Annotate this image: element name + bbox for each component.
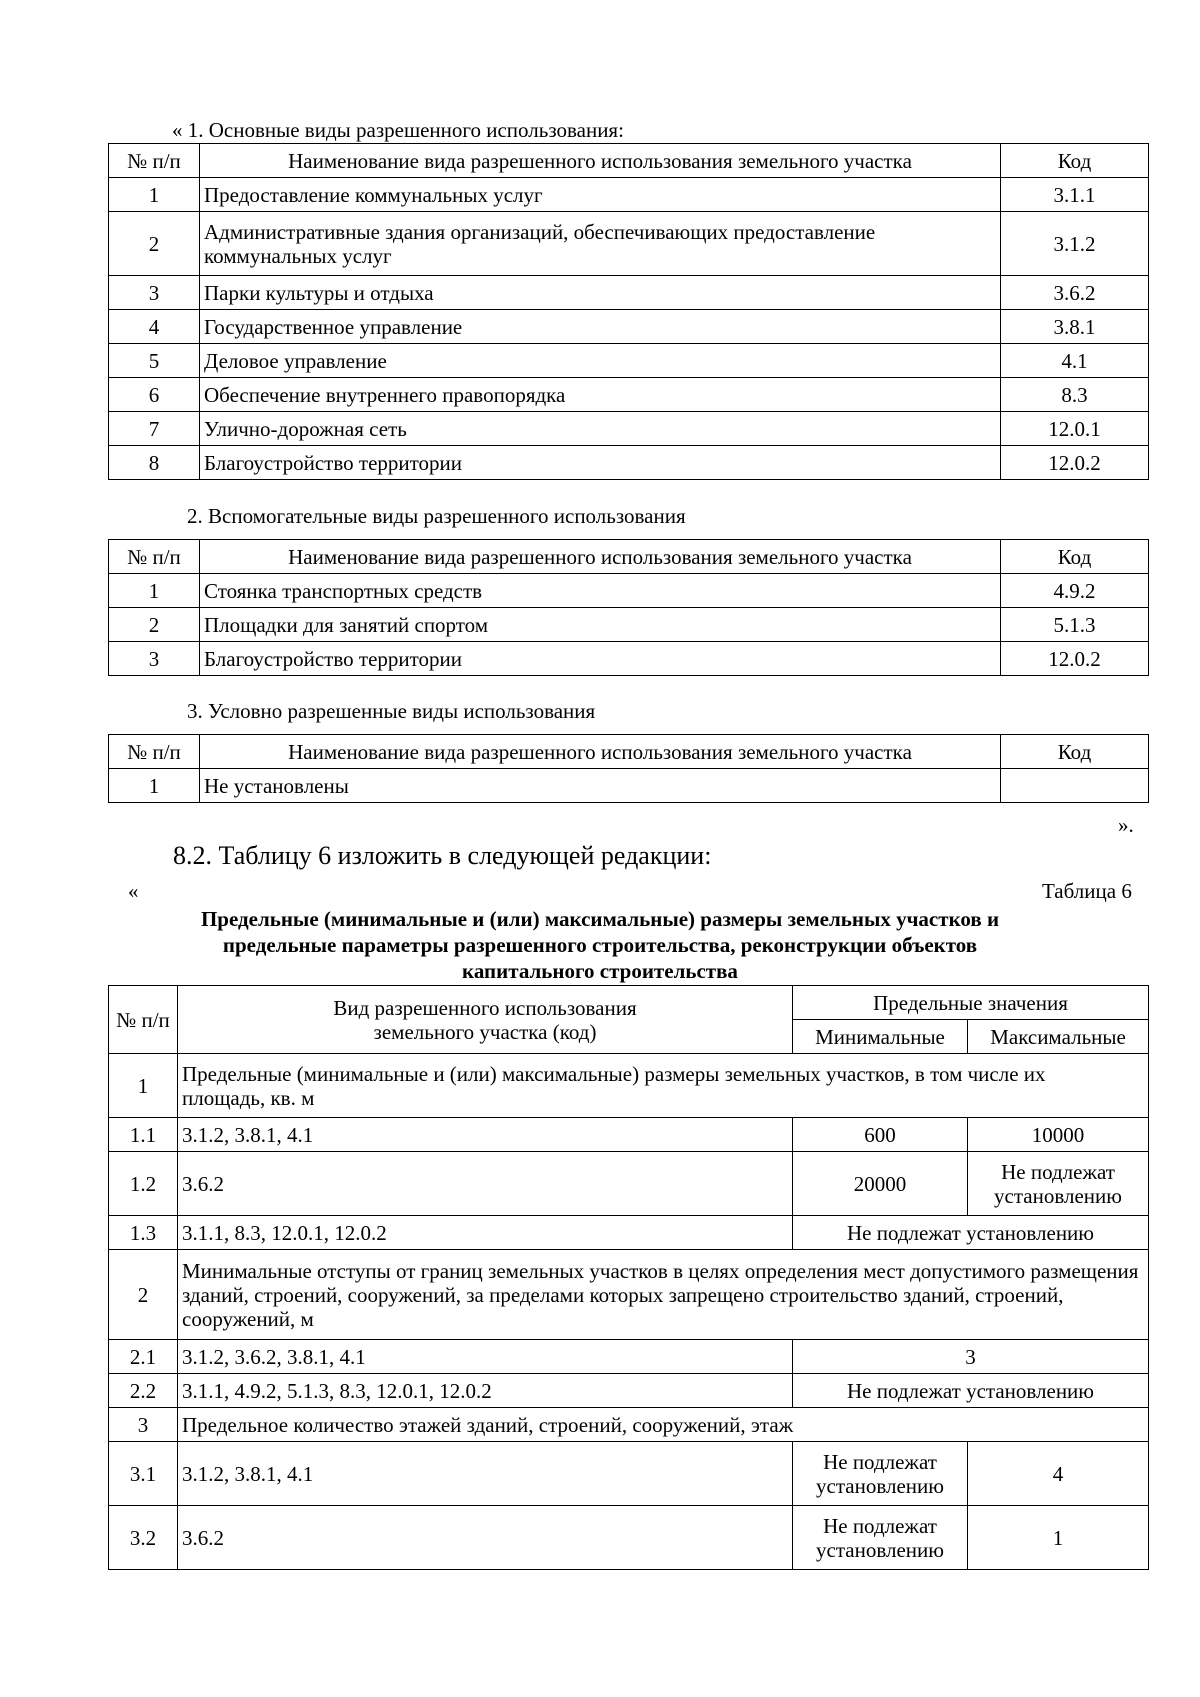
row-min: Не подлежат установлению (793, 1506, 968, 1570)
table6 (108, 985, 1149, 1570)
table-row (109, 276, 1149, 310)
row-num: 2 (109, 212, 200, 276)
table-row (109, 446, 1149, 480)
row-name: Площадки для занятий спортом (200, 608, 1001, 642)
table-row (109, 642, 1149, 676)
row-num: 3.2 (109, 1506, 178, 1570)
table-row (109, 344, 1149, 378)
row-limits: Не подлежат установлению (793, 1374, 1149, 1408)
table-header-row (109, 540, 1149, 574)
main-uses-table (108, 143, 1149, 480)
row-num: 3 (109, 1408, 178, 1442)
table-header-row (109, 144, 1149, 178)
row-num: 1 (109, 574, 200, 608)
row-codes: 3.1.2, 3.6.2, 3.8.1, 4.1 (178, 1340, 793, 1374)
table-row (109, 412, 1149, 446)
row-limits: Не подлежат установлению (793, 1216, 1149, 1250)
row-code: 5.1.3 (1001, 608, 1149, 642)
row-num: 1 (109, 769, 200, 803)
table6-header-row (109, 986, 1149, 1020)
table-header-row (109, 735, 1149, 769)
table-row (109, 608, 1149, 642)
row-num: 3 (109, 276, 200, 310)
row-num: 7 (109, 412, 200, 446)
table6-group-row (109, 1054, 1149, 1118)
header-num: № п/п (109, 540, 200, 574)
row-num: 3 (109, 642, 200, 676)
row-num: 4 (109, 310, 200, 344)
table-row (109, 769, 1149, 803)
row-num: 6 (109, 378, 200, 412)
row-code: 3.1.1 (1001, 178, 1149, 212)
table-row (109, 310, 1149, 344)
row-name: Деловое управление (200, 344, 1001, 378)
table-row (109, 1374, 1149, 1408)
group-text: Предельные (минимальные и (или) максимальные) размеры земельных участков, в том числе их площадь, кв. м (178, 1054, 1149, 1118)
header-max: Максимальные (968, 1020, 1149, 1054)
header-code: Код (1001, 144, 1149, 178)
header-name: Наименование вида разрешенного использования земельного участка (200, 735, 1001, 769)
table-row (109, 1152, 1149, 1216)
row-num: 1.3 (109, 1216, 178, 1250)
table6-title-line1: Предельные (минимальные и (или) максимальные) размеры земельных участков и (200, 907, 1000, 931)
section3-intro: 3. Условно разрешенные виды использования (187, 699, 596, 723)
closing-quote: ». (1118, 813, 1134, 837)
table-row (109, 378, 1149, 412)
header-name: Наименование вида разрешенного использования земельного участка (200, 540, 1001, 574)
row-code: 12.0.2 (1001, 446, 1149, 480)
row-max: 4 (968, 1442, 1149, 1506)
row-name: Благоустройство территории (200, 642, 1001, 676)
table-row (109, 1340, 1149, 1374)
table-row (109, 1442, 1149, 1506)
row-num: 1.1 (109, 1118, 178, 1152)
header-name: Наименование вида разрешенного использования земельного участка (200, 144, 1001, 178)
row-name: Парки культуры и отдыха (200, 276, 1001, 310)
row-name: Стоянка транспортных средств (200, 574, 1001, 608)
table-row (109, 212, 1149, 276)
table-row (109, 1506, 1149, 1570)
group-text: Минимальные отступы от границ земельных участков в целях определения мест допустимого размещения зданий, строений, сооружений, за пределами которых запрещено строительство зданий, строений, сооружений, м (178, 1250, 1149, 1340)
table-row (109, 574, 1149, 608)
row-min: Не подлежат установлению (793, 1442, 968, 1506)
row-code: 3.1.2 (1001, 212, 1149, 276)
row-min: 20000 (793, 1152, 968, 1216)
row-name: Не установлены (200, 769, 1001, 803)
row-max: 10000 (968, 1118, 1149, 1152)
row-code: 8.3 (1001, 378, 1149, 412)
header-min: Минимальные (793, 1020, 968, 1054)
header-type: Вид разрешенного использования земельного участка (код) (178, 986, 793, 1054)
amendment-heading: 8.2. Таблицу 6 изложить в следующей редакции: (173, 841, 712, 870)
row-num: 2.2 (109, 1374, 178, 1408)
row-code (1001, 769, 1149, 803)
conditional-uses-table (108, 734, 1149, 803)
row-num: 3.1 (109, 1442, 178, 1506)
row-codes: 3.1.2, 3.8.1, 4.1 (178, 1118, 793, 1152)
row-name: Улично-дорожная сеть (200, 412, 1001, 446)
row-codes: 3.1.1, 8.3, 12.0.1, 12.0.2 (178, 1216, 793, 1250)
header-num: № п/п (109, 144, 200, 178)
row-codes: 3.6.2 (178, 1152, 793, 1216)
header-num: № п/п (109, 986, 178, 1054)
row-code: 4.1 (1001, 344, 1149, 378)
section2-intro: 2. Вспомогательные виды разрешенного использования (187, 504, 686, 528)
row-max: 1 (968, 1506, 1149, 1570)
table6-group-row (109, 1408, 1149, 1442)
row-code: 12.0.1 (1001, 412, 1149, 446)
row-num: 8 (109, 446, 200, 480)
row-name: Благоустройство территории (200, 446, 1001, 480)
header-code: Код (1001, 540, 1149, 574)
header-limits: Предельные значения (793, 986, 1149, 1020)
row-name: Административные здания организаций, обеспечивающих предоставление коммунальных услуг (200, 212, 1001, 276)
table6-group-row (109, 1250, 1149, 1340)
table-row (109, 1216, 1149, 1250)
open-quote: « (128, 879, 139, 903)
row-codes: 3.1.1, 4.9.2, 5.1.3, 8.3, 12.0.1, 12.0.2 (178, 1374, 793, 1408)
header-num: № п/п (109, 735, 200, 769)
row-num: 1 (109, 1054, 178, 1118)
row-code: 3.8.1 (1001, 310, 1149, 344)
row-num: 2.1 (109, 1340, 178, 1374)
row-min: 600 (793, 1118, 968, 1152)
row-num: 2 (109, 608, 200, 642)
row-name: Обеспечение внутреннего правопорядка (200, 378, 1001, 412)
group-text: Предельное количество этажей зданий, строений, сооружений, этаж (178, 1408, 1149, 1442)
auxiliary-uses-table (108, 539, 1149, 676)
row-num: 1.2 (109, 1152, 178, 1216)
row-code: 3.6.2 (1001, 276, 1149, 310)
row-codes: 3.6.2 (178, 1506, 793, 1570)
row-num: 1 (109, 178, 200, 212)
row-max: Не подлежат установлению (968, 1152, 1149, 1216)
row-limits: 3 (793, 1340, 1149, 1374)
row-num: 2 (109, 1250, 178, 1340)
section1-intro: « 1. Основные виды разрешенного использования: (172, 118, 624, 142)
table6-title-line2: предельные параметры разрешенного строительства, реконструкции объектов (222, 933, 978, 957)
row-num: 5 (109, 344, 200, 378)
table-label: Таблица 6 (1042, 879, 1132, 903)
table-row (109, 1118, 1149, 1152)
header-code: Код (1001, 735, 1149, 769)
row-code: 12.0.2 (1001, 642, 1149, 676)
row-code: 4.9.2 (1001, 574, 1149, 608)
row-codes: 3.1.2, 3.8.1, 4.1 (178, 1442, 793, 1506)
row-name: Государственное управление (200, 310, 1001, 344)
table-row (109, 178, 1149, 212)
row-name: Предоставление коммунальных услуг (200, 178, 1001, 212)
table6-title-line3: капитального строительства (462, 959, 738, 983)
